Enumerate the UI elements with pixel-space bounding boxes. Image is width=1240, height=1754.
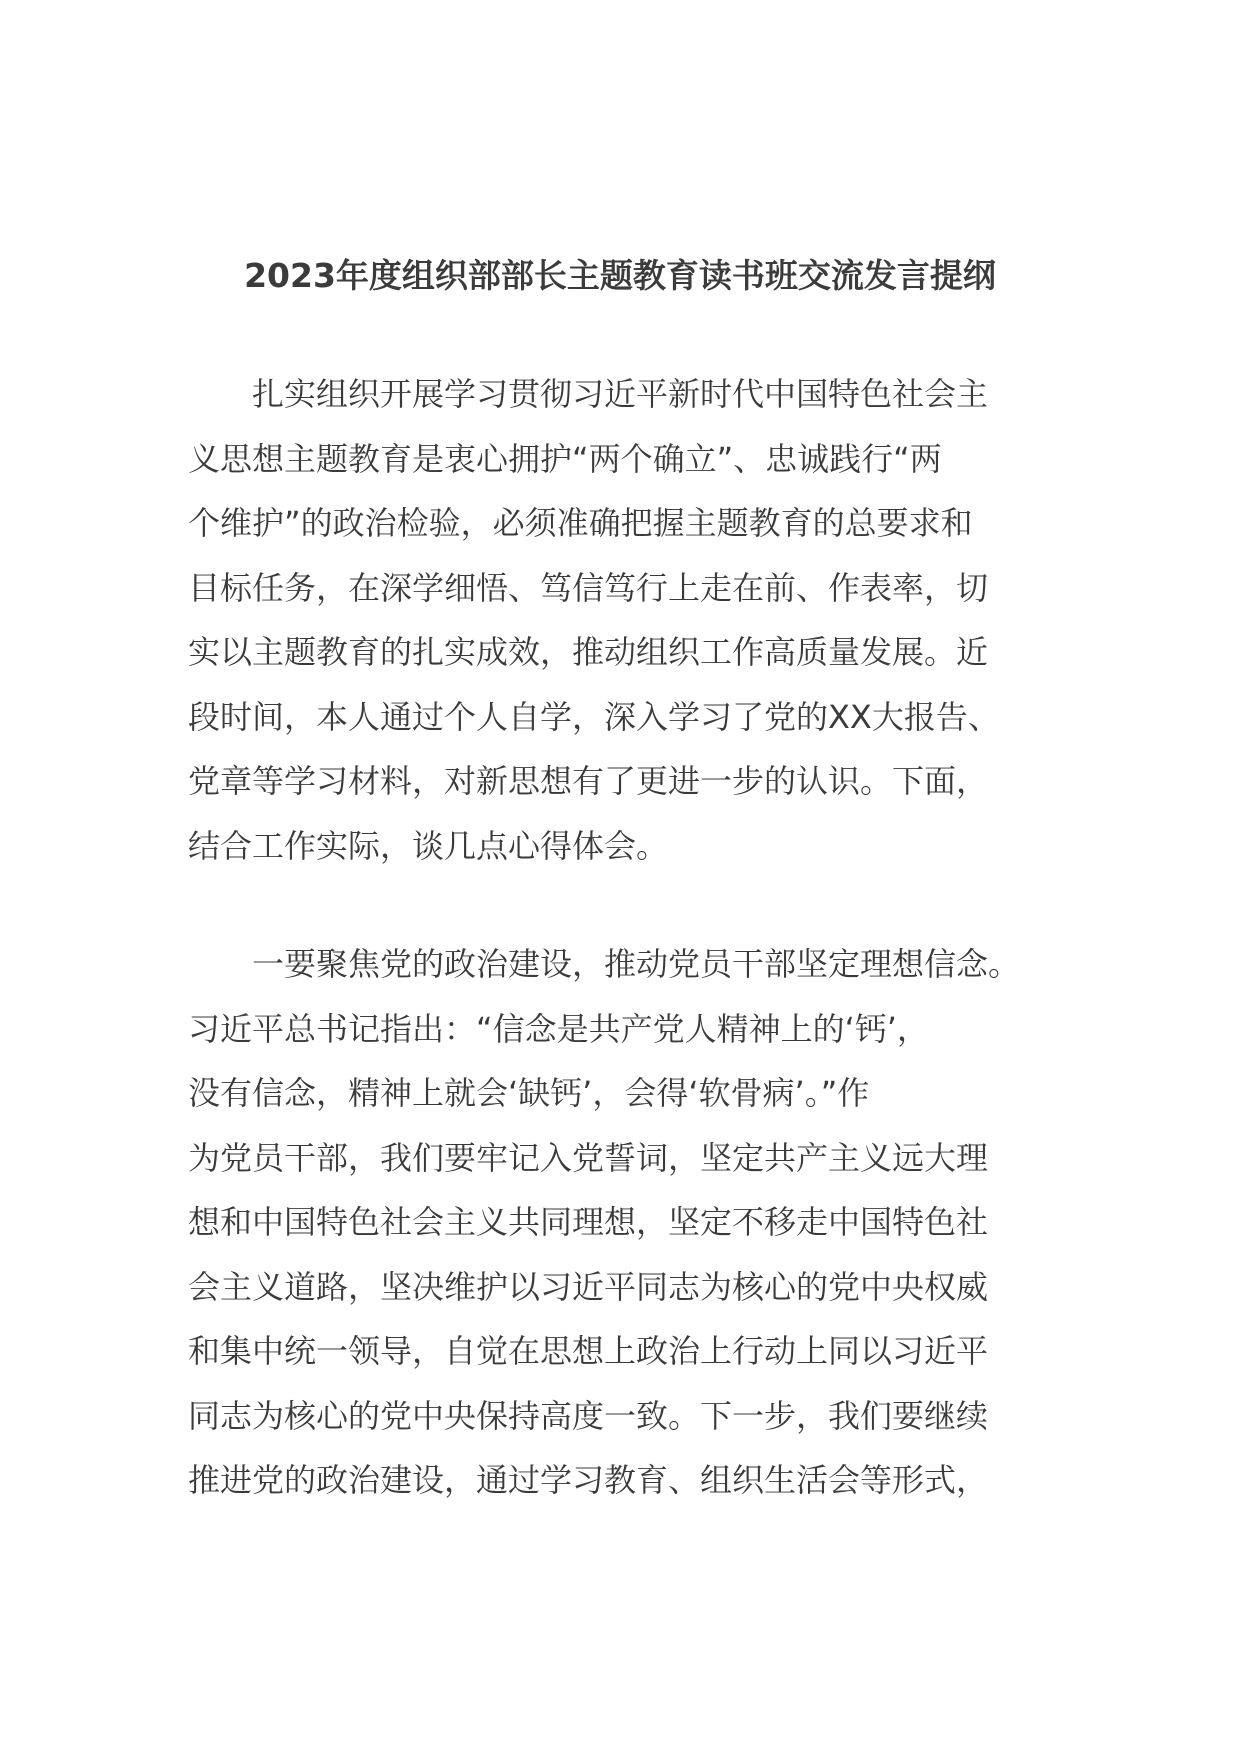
- paragraph-line: 推进党的政治建设，通过学习教育、组织生活会等形式，: [188, 1461, 989, 1499]
- paragraph-line: 同志为核心的党中央保持高度一致。下一步，我们要继续: [188, 1396, 989, 1435]
- paragraph-line: 习近平总书记指出：“信念是共产党人精神上的‘钙’，: [188, 1009, 929, 1048]
- paragraph-line: 党章等学习材料，对新思想有了更进一步的认识。下面，: [188, 762, 989, 800]
- document-title: 2023年度组织部部长主题教育读书班交流发言提纲: [244, 256, 996, 295]
- paragraph-line: 目标任务，在深学细悟、笃信笃行上走在前、作表率，切: [188, 568, 989, 607]
- paragraph-line: 结合工作实际，谈几点心得体会。: [188, 826, 669, 865]
- paragraph-line: 个维护”的政治检验，必须准确把握主题教育的总要求和: [188, 504, 973, 542]
- paragraph-line: 没有信念，精神上就会‘缺钙’，会得‘软骨病’。”作: [188, 1074, 870, 1112]
- paragraph-line: 实以主题教育的扎实成效，推动组织工作高质量发展。近: [188, 633, 989, 671]
- paragraph-intro: [188, 362, 1068, 878]
- paragraph-line: 段时间，本人通过个人自学，深入学习了党的XX大报告、: [188, 697, 1000, 736]
- paragraph-line: 想和中国特色社会主义共同理想，坚定不移走中国特色社: [188, 1203, 989, 1241]
- paragraph-line: 和集中统一领导，自觉在思想上政治上行动上同以习近平: [188, 1332, 989, 1370]
- paragraph-line: 为党员干部，我们要牢记入党誓词，坚定共产主义远大理: [188, 1138, 989, 1177]
- paragraph-political-building: [188, 932, 1068, 1513]
- paragraph-line: 义思想主题教育是衷心拥护“两个确立”、忠诚践行“两: [188, 439, 942, 478]
- paragraph-line: 扎实组织开展学习贯彻习近平新时代中国特色社会主: [188, 375, 989, 413]
- paragraph-line: 一要聚焦党的政治建设，推动党员干部坚定理想信念。: [188, 945, 1021, 983]
- paragraph-line: 会主义道路，坚决维护以习近平同志为核心的党中央权威: [188, 1267, 989, 1306]
